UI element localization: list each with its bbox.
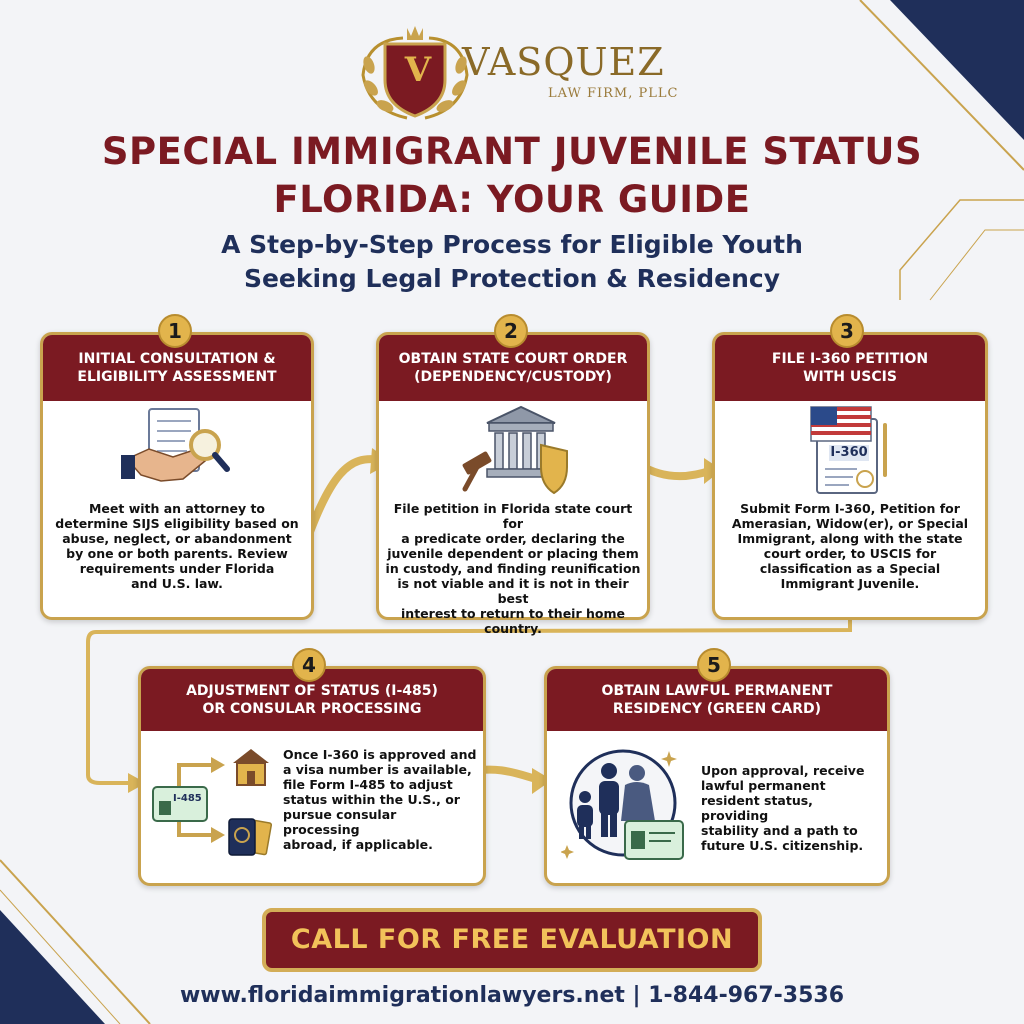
- step-2-number-badge: 2: [494, 314, 528, 348]
- step-5-number-badge: 5: [697, 648, 731, 682]
- step-3-text-line: Immigrant Juvenile.: [780, 576, 920, 591]
- step-5-text-line: stability and a path to: [701, 823, 858, 838]
- step-5-heading-line-1: OBTAIN LAWFUL PERMANENT: [601, 683, 833, 699]
- free-evaluation-button[interactable]: CALL FOR FREE EVALUATION: [262, 908, 762, 972]
- step-4-text-line: a visa number is available,: [283, 762, 472, 777]
- i-485-card-house-passport-icon: [149, 743, 277, 863]
- page-title: [0, 128, 1024, 224]
- step-4-text-line: status within the U.S., or: [283, 792, 460, 807]
- page-title-line-2: FLORIDA: YOUR GUIDE: [273, 178, 751, 221]
- step-2-text-line: juvenile dependent or placing them: [387, 546, 639, 561]
- contact-footer[interactable]: www.floridaimmigrationlawyers.net | 1-844-967-3536: [179, 983, 845, 1008]
- step-4-card: [138, 666, 486, 886]
- step-4-description: [283, 747, 477, 852]
- step-4-text-line: abroad, if applicable.: [283, 837, 433, 852]
- step-2-text-line: File petition in Florida state court for: [393, 501, 633, 531]
- brand-name: VASQUEZ: [462, 40, 665, 84]
- step-2-heading-line-2: (DEPENDENCY/CUSTODY): [414, 369, 612, 385]
- step-3-heading-line-1: FILE I-360 PETITION: [771, 351, 929, 367]
- page-title-line-1: SPECIAL IMMIGRANT JUVENILE STATUS: [101, 130, 923, 173]
- step-3-card: [712, 332, 988, 620]
- step-3-text-line: Submit Form I-360, Petition for: [740, 501, 960, 516]
- step-2-card: [376, 332, 650, 636]
- step-4-heading-line-2: OR CONSULAR PROCESSING: [202, 701, 422, 717]
- step-1-text-line: by one or both parents. Review: [66, 546, 288, 561]
- step-3-text-line: Immigrant, along with the state: [737, 531, 963, 546]
- step-4-text-line: pursue consular processing: [283, 807, 397, 837]
- family-green-card-icon: [561, 741, 691, 869]
- step-5-text-line: future U.S. citizenship.: [701, 838, 864, 853]
- page-subtitle-line-2: Seeking Legal Protection & Residency: [243, 264, 781, 293]
- step-1-text-line: requirements under Florida: [79, 561, 275, 576]
- step-3-description: [723, 501, 977, 591]
- step-5-description: [701, 763, 881, 853]
- step-4-text-line: Once I-360 is approved and: [283, 747, 477, 762]
- step-1-heading-line-2: ELIGIBILITY ASSESSMENT: [77, 369, 277, 385]
- step-1-text-line: and U.S. law.: [131, 576, 223, 591]
- step-1-text-line: abuse, neglect, or abandonment: [62, 531, 292, 546]
- brand-subtitle: LAW FIRM, PLLC: [548, 86, 679, 101]
- step-5-card: [544, 666, 890, 886]
- step-3-text-line: classification as a Special: [759, 561, 941, 576]
- step-2-text-line: a predicate order, declaring the: [401, 531, 625, 546]
- step-3-heading-line-2: WITH USCIS: [803, 369, 897, 385]
- step-4-text-line: file Form I-485 to adjust: [283, 777, 453, 792]
- step-1-description: [51, 501, 303, 591]
- page-subtitle: [0, 228, 1024, 296]
- step-2-text-line: in custody, and finding reunification: [385, 561, 641, 576]
- step-1-card: [40, 332, 314, 620]
- step-2-text-line: is not viable and it is not in their best: [397, 576, 629, 606]
- step-3-text-line: court order, to USCIS for: [763, 546, 937, 561]
- step-2-heading-line-1: OBTAIN STATE COURT ORDER: [398, 351, 628, 367]
- handshake-document-magnifier-icon: [121, 405, 231, 495]
- step-4-number-badge: 4: [292, 648, 326, 682]
- i-485-card-label: I-485: [173, 793, 202, 804]
- step-3-number-badge: 3: [830, 314, 864, 348]
- courthouse-gavel-shield-icon: [457, 405, 577, 495]
- step-5-text-line: lawful permanent: [701, 778, 826, 793]
- step-1-text-line: determine SIJS eligibility based on: [55, 516, 299, 531]
- step-5-text-line: resident status, providing: [701, 793, 813, 823]
- step-1-number-badge: 1: [158, 314, 192, 348]
- i-360-form-label: I-360: [830, 445, 868, 460]
- step-1-heading-line-1: INITIAL CONSULTATION &: [78, 351, 276, 367]
- step-2-text-line: interest to return to their home country.: [401, 606, 625, 636]
- step-5-heading-line-2: RESIDENCY (GREEN CARD): [612, 701, 822, 717]
- logo-letter: V: [404, 50, 432, 90]
- step-1-text-line: Meet with an attorney to: [88, 501, 266, 516]
- page-subtitle-line-1: A Step-by-Step Process for Eligible Youth: [221, 230, 803, 259]
- step-3-text-line: Amerasian, Widow(er), or Special: [731, 516, 969, 531]
- step-2-description: [383, 501, 643, 636]
- step-5-text-line: Upon approval, receive: [701, 763, 865, 778]
- step-4-heading-line-1: ADJUSTMENT OF STATUS (I-485): [186, 683, 438, 699]
